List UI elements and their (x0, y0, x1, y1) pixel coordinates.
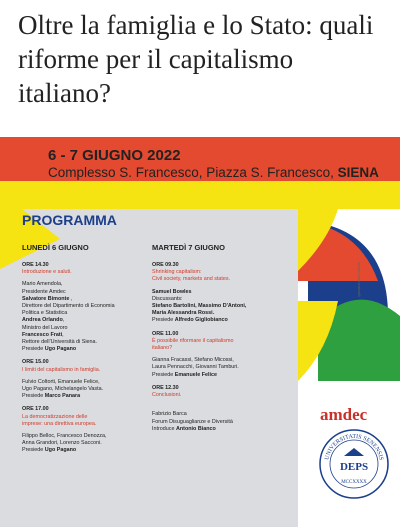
speaker-line: Francesco Frati, (22, 331, 64, 338)
speaker-line: Anna Grandori, Lorenzo Sacconi. (22, 440, 102, 447)
deps-seal-logo (318, 428, 390, 500)
speaker-line: Laura Pennacchi, Giovanni Tamburi. (152, 364, 239, 371)
session-block (22, 262, 148, 353)
speaker-line: Introduce Antonio Bianco (152, 425, 216, 432)
speaker-line: Filippo Belloc, Francesco Denozza, (22, 433, 107, 440)
speaker-line: Presidente Amdec (22, 288, 66, 295)
session-time: ORE 15.00 (22, 359, 49, 366)
session-title: Conclusioni. (152, 392, 182, 399)
session-time: ORE 17.00 (22, 406, 49, 413)
speaker-line: Direttore del Dipartimento di Economia (22, 303, 115, 310)
session-time: ORE 11.00 (152, 330, 179, 337)
speaker-line: Maria Alessandra Rossi. (152, 310, 215, 317)
speaker-line: Mario Amendola, (22, 281, 63, 288)
session-title: Civil society, markets and states. (152, 276, 231, 283)
session-block (22, 406, 148, 454)
svg-text:UNIVERSITATIS SENENSIS: UNIVERSITATIS SENENSIS (324, 433, 384, 461)
session-time: ORE 12.30 (152, 384, 179, 391)
speaker-line: Andrea Orlando, (22, 317, 65, 324)
speaker-line: Salvatore Bimonte , (22, 295, 73, 302)
session-block (152, 385, 292, 433)
session-title: La democratizzazione delle (22, 413, 88, 420)
session-block (22, 359, 148, 400)
speaker-line: Forum Disuguaglianze e Diversità (152, 418, 233, 425)
speaker-line: Rettore dell'Università di Siena. (22, 339, 98, 346)
day1-schedule (22, 262, 148, 461)
event-venue (48, 165, 379, 180)
speaker-line: Presiede Emanuele Felice (152, 371, 218, 378)
speaker-line: Fulvio Coltorti, Emanuele Felice, (22, 378, 100, 385)
session-title: imprese: una direttiva europea. (22, 420, 97, 427)
programma-heading: PROGRAMMA (22, 212, 117, 228)
speaker-line: Presiede Ugo Pagano (22, 346, 77, 353)
page-title: Oltre la famiglia e lo Stato: quali riforme per il capitalismo italiano? (18, 10, 374, 108)
speaker-line: Discussants: (152, 295, 183, 302)
session-title: È possibile riformare il capitalismo (152, 337, 234, 344)
venue-address: Complesso S. Francesco, Piazza S. Francesco, (48, 165, 338, 180)
speaker-line: Politica e Statistica (22, 310, 68, 317)
speaker-line: Gianna Fracassi, Stefano Micossi, (152, 357, 234, 364)
session-title: Introduzione e saluti. (22, 269, 72, 276)
speaker-line: Stefano Bartolini, Massimo D'Antoni, (152, 303, 247, 310)
design-credit: design paolo marinelli (357, 262, 361, 297)
amdec-logo: amdec (320, 405, 368, 424)
svg-text:MCCXXXX: MCCXXXX (341, 480, 367, 485)
speaker-line: Ministro del Lavoro (22, 324, 68, 331)
session-block (152, 331, 292, 379)
day1-heading: LUNEDÌ 6 GIUGNO (22, 243, 89, 252)
speaker-line: Samuel Bowles (152, 288, 192, 295)
decorative-shapes (298, 181, 400, 401)
speaker-line: Ugo Pagano, Michelangelo Vasta. (22, 386, 104, 393)
session-time: ORE 09.30 (152, 262, 179, 268)
session-title: Shrinking capitalism: (152, 269, 202, 276)
day2-heading: MARTEDÌ 7 GIUGNO (152, 243, 225, 252)
speaker-line: Presiede Alfredo Gigliobianco (152, 317, 228, 324)
session-title: I limiti del capitalismo in famiglia. (22, 366, 101, 373)
session-time: ORE 14.30 (22, 262, 49, 268)
event-dates: 6 - 7 GIUGNO 2022 (48, 147, 181, 164)
speaker-line: Presiede Marco Panara (22, 393, 81, 400)
svg-text:DEPS: DEPS (339, 461, 369, 473)
session-title: italiano? (152, 345, 173, 352)
session-block (152, 262, 292, 325)
day2-schedule (152, 262, 292, 439)
speaker-line: Presiede Ugo Pagano (22, 447, 77, 454)
venue-city: SIENA (337, 165, 379, 180)
speaker-line (152, 404, 292, 411)
speaker-line: Fabrizio Barca (152, 411, 187, 418)
